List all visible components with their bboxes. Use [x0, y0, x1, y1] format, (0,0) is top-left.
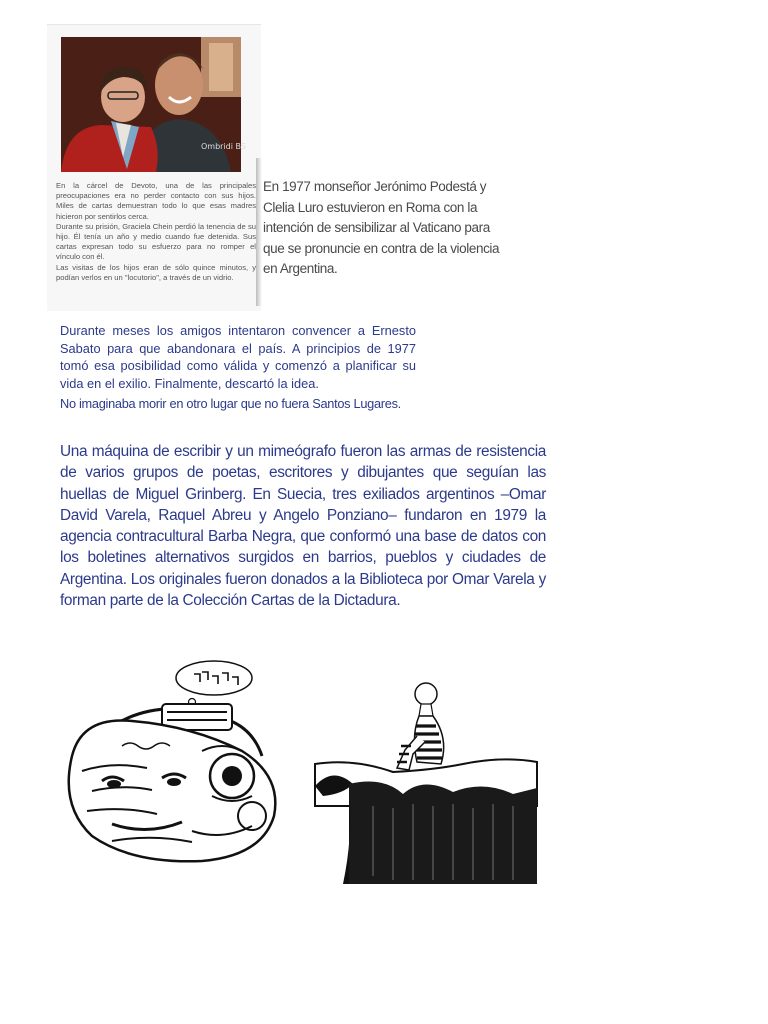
caption-line: Durante su prisión, Graciela Chein perdió la tenencia de su hijo. Él tenía un año y medio cuando fue detenida. Sus cartas expresan todo su esfuerzo para no romper el vínculo con él.	[56, 221, 256, 262]
photo-caption	[56, 181, 256, 283]
caption-line: Las visitas de los hijos eran de sólo quince minutos, y podían verlos en un "locutorio", a través de un vidrio.	[56, 262, 256, 282]
face-typewriter-illustration	[52, 656, 287, 866]
quote-text: En 1977 monseñor Jerónimo Podestá y Clelia Luro estuvieron en Roma con la intención de sensibilizar al Vaticano para que se pronuncie en contra de la violencia en Argentina.	[263, 179, 500, 276]
photo-two-people	[61, 37, 246, 172]
quote-divider	[256, 158, 262, 306]
paragraph-sabato-closing: No imaginaba morir en otro lugar que no fuera Santos Lugares.	[60, 396, 401, 411]
photo-illustration	[61, 37, 246, 172]
paragraph-sabato-text: Durante meses los amigos intentaron convencer a Ernesto Sabato para que abandonara el país. A principios de 1977 tomó esa posibilidad como válida y comenzó a planificar su vida en el exilio. Finalmente, descartó la idea.	[60, 323, 416, 391]
shirt-text: Ombridi BS	[201, 142, 246, 151]
drawing-figure-cliff	[313, 676, 539, 884]
drawing-face-typewriter	[52, 656, 287, 866]
paragraph-barba-negra: Una máquina de escribir y un mimeógrafo fueron las armas de resistencia de varios grupos de poetas, escritores y dibujantes que seguían las huellas de Miguel Grinberg. En Suecia, tres exiliados argentinos –Omar David Varela, Raquel Abreu y Angelo Ponziano– fundaron en 1979 la agencia contracultural Barba Negra, que conformó una base de datos con los boletines alternativos surgidos en barrios, pueblos y ciudades de Argentina. Los originales fueron donados a la Biblioteca por Omar Varela y forman parte de la Colección Cartas de la Dictadura.	[60, 443, 546, 610]
paragraph-sabato	[60, 322, 416, 413]
figure-cliff-illustration	[313, 676, 539, 884]
caption-line: En la cárcel de Devoto, una de las principales preocupaciones era no perder contacto con sus hijos. Miles de cartas demuestran todo lo que esas madres hicieron por sentirlos cerca.	[56, 181, 256, 221]
